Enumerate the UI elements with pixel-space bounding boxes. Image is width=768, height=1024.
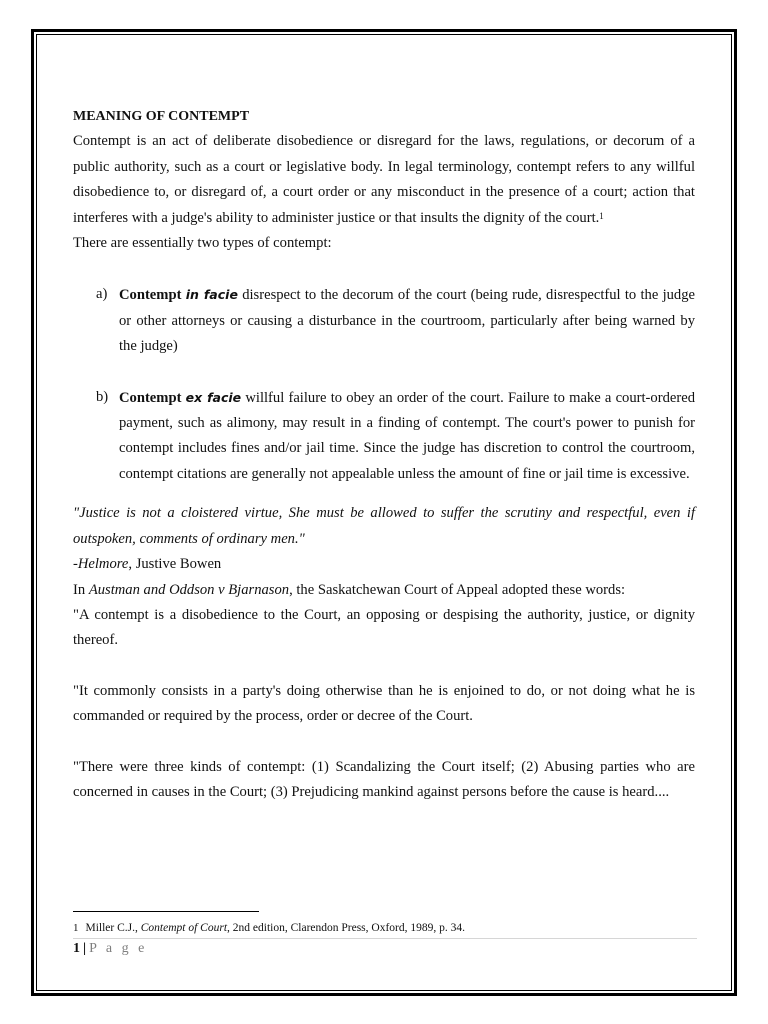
list-item (73, 385, 695, 488)
footnote (73, 920, 465, 936)
case-prefix: In (73, 581, 89, 598)
block-quote: "Justice is not a cloistered virtue, She must be allowed to suffer the scrutiny and respectful, even if outspoken, comments of ordinary men." (73, 505, 695, 547)
quote-attribution (73, 552, 695, 577)
intro-paragraph (73, 129, 695, 231)
page-footer (73, 940, 147, 958)
footnote-separator (73, 911, 259, 912)
footer-rule (73, 938, 697, 939)
list-marker: a) (96, 286, 108, 303)
footer-separator: | (83, 941, 87, 956)
document-body (73, 104, 695, 805)
footnote-author: Miller C.J., (85, 922, 141, 934)
section-heading: MEANING OF CONTEMPT (73, 109, 250, 124)
quoted-paragraph-1: "A contempt is a disobedience to the Court, an opposing or despising the authority, justice, or dignity thereof. (73, 606, 695, 649)
list-marker: b) (96, 388, 109, 405)
contempt-types-list (73, 282, 695, 487)
types-intro: There are essentially two types of contempt: (73, 235, 332, 252)
intro-text: Contempt is an act of deliberate disobedience or disregard for the laws, regulations, or decorum of a public authority, such as a court or legislative body. In legal terminology, contempt refers to any willful disobedience to, or disregard of, a court order or any misconduct in the presence of a court; action that interferes with a judge's ability to administer justice or that insults the dignity of the court. (73, 133, 695, 226)
case-name: Austman and Oddson v Bjarnason (88, 581, 290, 598)
type-latin-term: ex facie (185, 389, 242, 405)
case-suffix: , the Saskatchewan Court of Appeal adopted these words: (289, 581, 626, 598)
footnote-title: Contempt of Court (140, 922, 228, 934)
case-citation (73, 578, 695, 603)
type-term: Contempt (119, 389, 182, 406)
footnote-rest: , 2nd edition, Clarendon Press, Oxford, 1989, p. 34. (227, 922, 465, 934)
type-latin-term: in facie (185, 287, 238, 303)
type-term: Contempt (119, 287, 182, 304)
page-number: 1 (73, 941, 80, 956)
quoted-paragraph-2: "It commonly consists in a party's doing otherwise than he is enjoined to do, or not doing what he is commanded or required by the process, order or decree of the Court. (73, 682, 695, 725)
footnote-number: 1 (73, 922, 79, 934)
page-label: P a g e (89, 941, 148, 956)
list-item (73, 282, 695, 359)
quoted-paragraph-3: "There were three kinds of contempt: (1) Scandalizing the Court itself; (2) Abusing parties who are concerned in causes in the Court; (3) Prejudicing mankind against persons before the cause is heard.... (73, 758, 695, 800)
attribution-name: -Helmore (73, 556, 129, 573)
type-description: disrespect to the decorum of the court (being rude, disrespectful to the judge or other attorneys or causing a disturbance in the courtroom, particularly after being warned by the judge) (119, 287, 696, 355)
footnote-reference[interactable]: 1 (599, 210, 604, 221)
attribution-rest: , Justive Bowen (128, 556, 222, 573)
type-description: willful failure to obey an order of the court. Failure to make a court-ordered payment, such as alimony, may result in a finding of contempt. The court's power to punish for contempt includes fines and/or jail time. Since the judge has discretion to control the courtroom, contempt citations are generally not appealable unless the amount of fine or jail time is excessive. (119, 389, 695, 482)
